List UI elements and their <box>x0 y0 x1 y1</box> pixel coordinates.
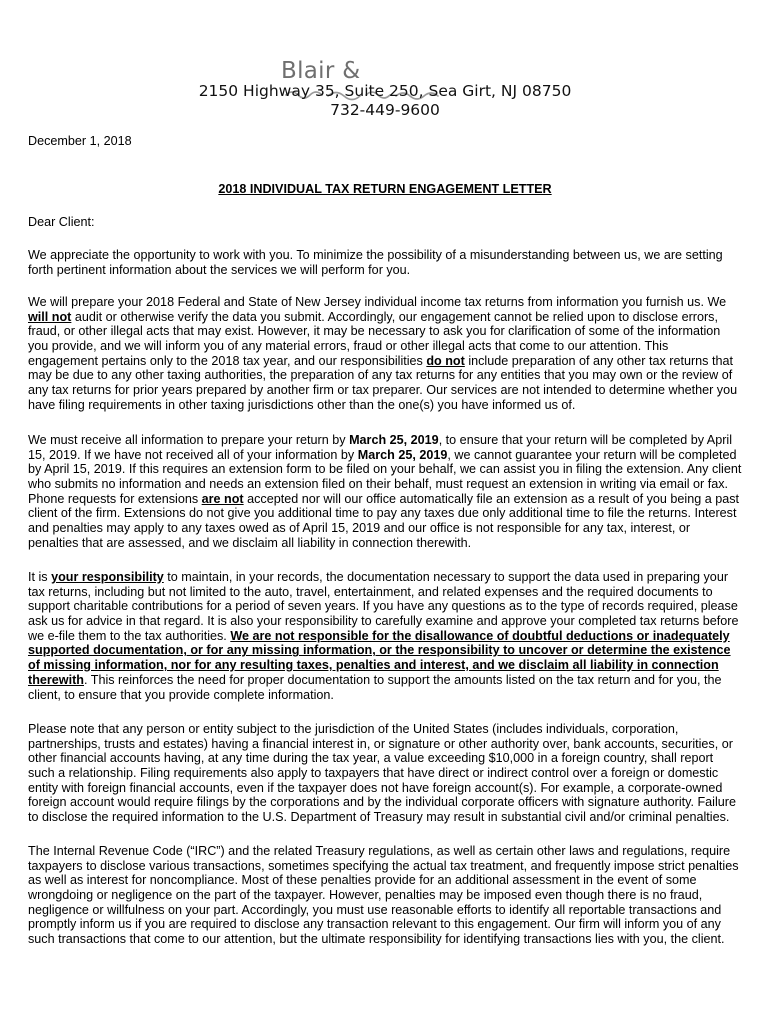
text-line <box>28 629 744 644</box>
text-line: and penalties may apply to any taxes owed as of April 15, 2019 and our office is not responsible for any tax, interest, or <box>28 521 691 536</box>
text-line: client of the firm. Extensions do not give you additional time to pay any taxes due only additional time to file the returns. Interest <box>28 506 737 521</box>
text-line: negligence or willfulness on your part. Accordingly, you must use reasonable efforts to identify all reportable transactions and <box>28 902 722 917</box>
text-line: by April 15, 2019. If this requires an extension form to be filed on your behalf, we can assist you in filing the extension. Any client <box>28 462 742 477</box>
paragraph-responsibility <box>28 570 744 702</box>
text-run: we e-file them to the tax authorities. <box>28 628 231 643</box>
text-line <box>28 448 744 463</box>
paragraph-intro <box>28 248 744 277</box>
text-line: client, to ensure that you provide complete information. <box>28 687 334 702</box>
emphasis-your-responsibility: your responsibility <box>51 570 164 584</box>
text-line: taxpayers to disclose various transactions, sometimes specifying the actual tax treatment, and frequently impose strict penalties <box>28 858 739 873</box>
text-run: , to ensure that your return will be completed by April <box>438 433 732 447</box>
text-line: any tax returns for prior years prepared by another firm or tax preparer. Our services are not intended to determine whether you <box>28 383 738 398</box>
text-line: promptly inform us if you are required to disclose any transaction relevant to this engagement. Our firm will inform you of any <box>28 917 721 932</box>
emphasis-will-not: will not <box>28 309 72 324</box>
letter-title: 2018 INDIVIDUAL TAX RETURN ENGAGEMENT LETTER <box>218 182 552 196</box>
text-line: other financial accounts having, at any time during the tax year, a value exceeding $10,000 in a foreign country, shall report <box>28 751 714 766</box>
text-run: Phone requests for extensions <box>28 491 202 506</box>
text-line: fraud, or other illegal acts that may exist. However, it may be necessary to ask you for clarification of some of the information <box>28 324 721 339</box>
disclaimer-text: supported documentation, or for any missing information, or the responsibility to uncover or determine the existence <box>28 643 731 658</box>
paragraph-scope <box>28 295 744 413</box>
deadline-date: March 25, 2019 <box>349 433 439 447</box>
text-line: you provide, and we will inform you of any material errors, fraud or other illegal acts that come to our attention. This <box>28 339 669 354</box>
text-line: tax returns, including but not limited to the auto, travel, entertainment, and related expenses and the required documents to <box>28 584 713 599</box>
text-line: forth pertinent information about the services we will perform for you. <box>28 262 411 277</box>
text-line <box>28 673 744 688</box>
emphasis-do-not: do not <box>426 353 465 368</box>
paragraph-foreign-accounts <box>28 722 744 825</box>
text-line: to disclose the required information to the U.S. Department of Treasury may result in substantial civil and/or criminal penalties. <box>28 810 730 825</box>
deadline-date: March 25, 2019 <box>357 447 448 462</box>
letter-date: December 1, 2018 <box>28 134 132 148</box>
text-line <box>28 310 744 325</box>
text-line: such a relationship. Filing requirements also apply to taxpayers that have direct or indirect control over a foreign or domestic <box>28 766 719 781</box>
paragraph-irc-disclosure <box>28 844 744 947</box>
text-line: ask us for advice in that regard. It is also your responsibility to carefully examine and approve your completed tax returns before <box>28 614 739 629</box>
text-line: Please note that any person or entity subject to the jurisdiction of the United States (includes individuals, corporation, <box>28 722 679 736</box>
text-run: . This reinforces the need for proper documentation to support the amounts listed on the tax return and for you, the <box>83 672 722 687</box>
text-run: accepted nor will our office automatically file an extension as a result of you being a past <box>243 491 740 506</box>
text-line: as well as interest for noncompliance. Most of these penalties provide for an additional assessment in the event of some <box>28 873 697 888</box>
text-run: include preparation of any other tax returns that <box>464 353 733 368</box>
text-run: , we cannot guarantee your return will be completed <box>447 447 737 462</box>
text-run: engagement pertains only to the 2018 tax year, and our responsibilities <box>28 353 427 368</box>
text-line: partnerships, trusts and estates) having a financial interest in, or signature or other authority over, bank accounts, securities, or <box>28 736 733 751</box>
text-line: foreign account would require filings by the corporations and by the individual corporate officers with signature authority. Failure <box>28 795 736 810</box>
salutation: Dear Client: <box>28 215 95 229</box>
text-line: The Internal Revenue Code (“IRC”) and the related Treasury regulations, as well as certain other laws and regulations, require <box>28 844 731 858</box>
text-line: who submits no information and needs an extension filed on their behalf, must request an extension in writing via email or fax. <box>28 477 729 492</box>
text-line: We will prepare your 2018 Federal and State of New Jersey individual income tax returns from information you furnish us. We <box>28 295 727 309</box>
emphasis-are-not: are not <box>201 491 244 506</box>
text-line: support charitable contributions for a period of seven years. If you have any questions as to the type of records required, please <box>28 599 738 614</box>
disclaimer-text: We are not responsible for the disallowance of doubtful deductions or inadequately <box>230 628 730 643</box>
text-line: wrongdoing or negligence on the part of the taxpayer. However, penalties may be imposed even though there is no fraud, <box>28 888 703 903</box>
paragraph-deadlines <box>28 433 744 551</box>
text-run: It is <box>28 570 52 584</box>
text-run: audit or otherwise verify the data you submit. Accordingly, our engagement cannot be relied upon to disclose errors, <box>71 309 718 324</box>
phone-line: 732-449-9600 <box>330 101 440 119</box>
text-line: penalties that are assessed, and we disclaim all liability in connection therewith. <box>28 535 472 550</box>
text-line: We appreciate the opportunity to work with you. To minimize the possibility of a misunderstanding between us, we are setting <box>28 248 723 262</box>
text-line <box>28 492 744 507</box>
text-run: We must receive all information to prepare your return by <box>28 433 350 447</box>
text-line: entity with foreign financial accounts, even if the taxpayer does not have foreign account(s). For example, a corporate-owned <box>28 780 723 795</box>
text-line <box>28 433 744 448</box>
firm-logo: Blair & <box>281 58 361 84</box>
text-run: to maintain, in your records, the documentation necessary to support the data used in preparing your <box>163 570 729 584</box>
text-line: have filing requirements in other taxing jurisdictions other than the one(s) you have informed us of. <box>28 397 576 412</box>
text-line: may be due to any other taxing authorities, the preparation of any tax returns for any entities that you may own or the review of <box>28 368 733 383</box>
disclaimer-text: therewith <box>28 672 84 687</box>
text-line <box>28 354 744 369</box>
address-line-1: 2150 Highway 35, Suite 250, Sea Girt, NJ 08750 <box>198 82 572 100</box>
text-run: 15, 2019. If we have not received all of your information by <box>28 447 358 462</box>
text-line: such transactions that come to our attention, but the ultimate responsibility for identifying transactions lies with you, the client. <box>28 932 725 947</box>
text-line <box>28 570 744 585</box>
disclaimer-text: of missing information, nor for any resulting taxes, penalties and interest, and we disclaim all liability in connection <box>28 658 719 673</box>
